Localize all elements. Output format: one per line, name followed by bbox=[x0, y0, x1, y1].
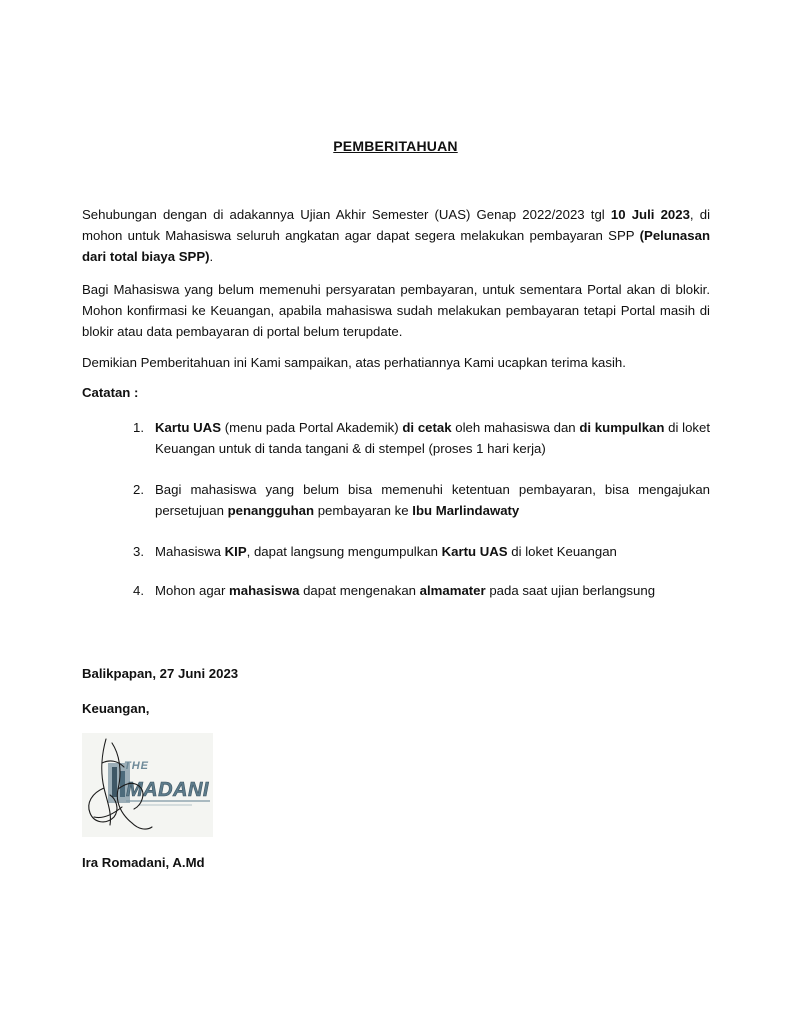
document-title: PEMBERITAHUAN bbox=[333, 138, 458, 154]
signature-stamp-graphic bbox=[82, 733, 213, 837]
paragraph-portal-block: Bagi Mahasiswa yang belum memenuhi persyaratan pembayaran, untuk sementara Portal akan di blokir. Mohon konfirmasi ke Keuangan, apabila mahasiswa sudah melakukan pembayaran tetapi Portal masih di blokir atau data pembayaran di portal belum terupdate. bbox=[82, 282, 710, 339]
svg-text:MADANI: MADANI bbox=[126, 779, 209, 801]
signer-name: Ira Romadani, A.Md bbox=[82, 855, 205, 870]
paragraph-intro: Sehubungan dengan di adakannya Ujian Akhir Semester (UAS) Genap 2022/2023 tgl 10 Juli 2023, di mohon untuk Mahasiswa seluruh angkatan agar dapat segera melakukan pembayaran SPP (Pelunasan dari total biaya SPP). bbox=[82, 207, 711, 264]
place-date: Balikpapan, 27 Juni 2023 bbox=[82, 666, 239, 681]
note-item-1: 1. Kartu UAS (menu pada Portal Akademik) di cetak oleh mahasiswa dan di kumpulkan di loket Keuangan untuk di tanda tangani & di stempel (proses 1 hari kerja) bbox=[133, 420, 710, 456]
svg-text:THE: THE bbox=[124, 760, 149, 772]
note-item-2: 2. Bagi mahasiswa yang belum bisa memenuhi ketentuan pembayaran, bisa mengajukan persetujuan penangguhan pembayaran ke Ibu Marlindawaty bbox=[133, 482, 710, 518]
note-item-4: 4. Mohon agar mahasiswa dapat mengenakan almamater pada saat ujian berlangsung bbox=[133, 583, 656, 598]
paragraph-closing: Demikian Pemberitahuan ini Kami sampaikan, atas perhatiannya Kami ucapkan terima kasih. bbox=[82, 355, 626, 370]
department-label: Keuangan, bbox=[82, 701, 150, 716]
signature-stamp-image bbox=[82, 733, 213, 837]
note-item-3: 3. Mahasiswa KIP, dapat langsung mengumpulkan Kartu UAS di loket Keuangan bbox=[133, 544, 617, 559]
notes-label: Catatan : bbox=[82, 385, 139, 400]
